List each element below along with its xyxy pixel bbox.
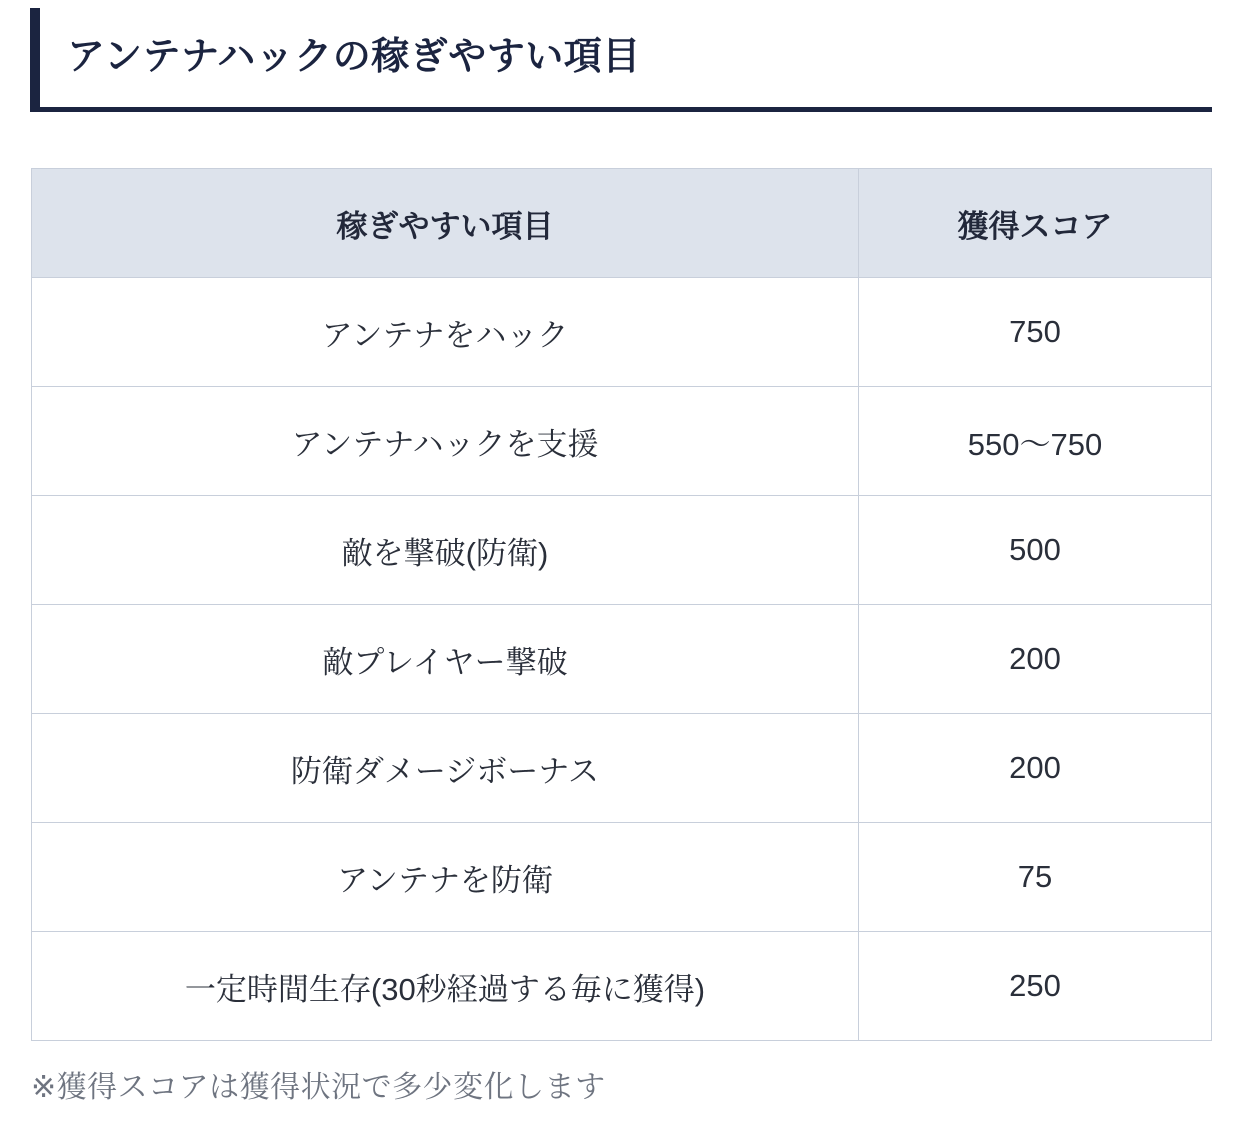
cell-score: 750 (859, 278, 1212, 387)
table-row (32, 823, 1212, 932)
table-body (32, 278, 1212, 1041)
table-head (32, 169, 1212, 278)
cell-item: 防衛ダメージボーナス (32, 714, 859, 823)
table-row (32, 387, 1212, 496)
cell-score: 200 (859, 714, 1212, 823)
cell-item: アンテナを防衛 (32, 823, 859, 932)
table-row (32, 496, 1212, 605)
cell-score: 500 (859, 496, 1212, 605)
column-header-item: 稼ぎやすい項目 (32, 169, 859, 278)
column-header-score: 獲得スコア (859, 169, 1212, 278)
table-row (32, 605, 1212, 714)
table-row (32, 278, 1212, 387)
table-row (32, 932, 1212, 1041)
cell-score: 250 (859, 932, 1212, 1041)
cell-item: 一定時間生存(30秒経過する毎に獲得) (32, 932, 859, 1041)
cell-score: 75 (859, 823, 1212, 932)
table-row (32, 714, 1212, 823)
score-table (31, 168, 1212, 1041)
cell-item: 敵を撃破(防衛) (32, 496, 859, 605)
footnote: ※獲得スコアは獲得状況で多少変化します (31, 1071, 606, 1104)
page-title: アンテナハックの稼ぎやすい項目 (67, 35, 641, 78)
cell-item: アンテナハックを支援 (32, 387, 859, 496)
cell-item: アンテナをハック (32, 278, 859, 387)
cell-item: 敵プレイヤー撃破 (32, 605, 859, 714)
cell-score: 200 (859, 605, 1212, 714)
score-table-wrapper (31, 168, 1211, 1041)
table-header-row (32, 169, 1212, 278)
cell-score: 550〜750 (859, 387, 1212, 496)
page-title-block (30, 8, 1212, 112)
